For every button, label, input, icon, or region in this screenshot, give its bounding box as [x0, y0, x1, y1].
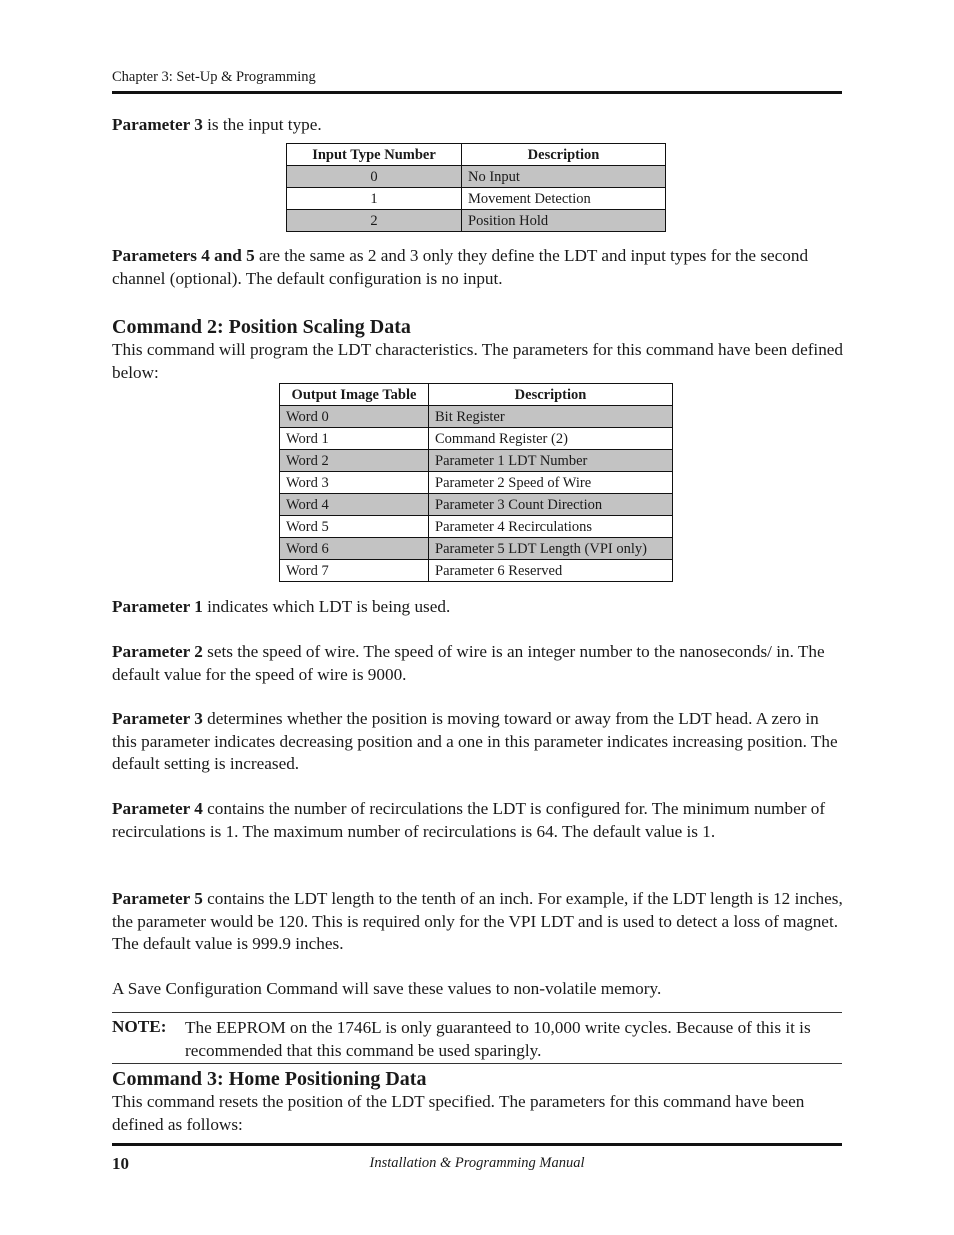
- param-bold: Parameter 4: [112, 799, 203, 818]
- command-2-intro: This command will program the LDT characteristics. The parameters for this command have been defined below:: [112, 340, 844, 382]
- command-2-heading: Command 2: Position Scaling Data: [112, 316, 411, 338]
- header-rule: [112, 91, 842, 94]
- table-cell: Word 5: [280, 516, 429, 538]
- parameter-4-paragraph: [112, 798, 844, 843]
- table-row: [280, 428, 673, 450]
- table-cell: Parameter 2 Speed of Wire: [429, 472, 673, 494]
- intro-bold: Parameter 3: [112, 115, 203, 134]
- table-cell: Word 6: [280, 538, 429, 560]
- table-row: [287, 166, 666, 188]
- footer-manual-title: Installation & Programming Manual: [369, 1155, 585, 1171]
- table-cell: Word 4: [280, 494, 429, 516]
- param-bold: Parameter 3: [112, 709, 203, 728]
- params-4-5-paragraph: [112, 245, 844, 290]
- table-row: [280, 560, 673, 582]
- table-row: [280, 538, 673, 560]
- table-cell: Word 3: [280, 472, 429, 494]
- table-row: [287, 188, 666, 210]
- table-cell: Parameter 3 Count Direction: [429, 494, 673, 516]
- input-type-table: [286, 143, 666, 232]
- table-cell: 2: [287, 210, 462, 232]
- param-text: contains the number of recirculations the LDT is configured for. The minimum number of recirculations is 1. The maximum number of recirculations is 64. The default value is 1.: [112, 799, 826, 841]
- intro-text: is the input type.: [202, 115, 322, 134]
- note-bottom-rule: [112, 1063, 842, 1064]
- table-cell: Parameter 5 LDT Length (VPI only): [429, 538, 673, 560]
- intro-paragraph: [112, 114, 844, 137]
- note-text: The EEPROM on the 1746L is only guaranteed to 10,000 write cycles. Because of this it is recommended that this command be used sparingly.: [185, 1018, 811, 1060]
- table-cell: Word 2: [280, 450, 429, 472]
- table-cell: Command Register (2): [429, 428, 673, 450]
- table-header: Description: [462, 144, 666, 166]
- page-number: 10: [112, 1154, 129, 1173]
- table-cell: Parameter 6 Reserved: [429, 560, 673, 582]
- param-bold: Parameter 1: [112, 597, 203, 616]
- output-image-table: [279, 383, 673, 582]
- table-header: Description: [429, 384, 673, 406]
- table-cell: Word 1: [280, 428, 429, 450]
- table-cell: 0: [287, 166, 462, 188]
- note-label: NOTE:: [112, 1017, 167, 1036]
- table-cell: Parameter 4 Recirculations: [429, 516, 673, 538]
- table-cell: Movement Detection: [462, 188, 666, 210]
- footer-rule: [112, 1143, 842, 1146]
- running-head: Chapter 3: Set-Up & Programming: [112, 69, 316, 85]
- params45-text: are the same as 2 and 3 only they define the LDT and input types for the second channel (optional). The default configuration is no input.: [112, 246, 809, 288]
- parameter-5-paragraph: [112, 888, 844, 956]
- param-bold: Parameter 2: [112, 642, 203, 661]
- parameter-1-paragraph: [112, 596, 844, 619]
- table-row: [280, 494, 673, 516]
- param-bold: Parameter 5: [112, 889, 203, 908]
- table-cell: Word 0: [280, 406, 429, 428]
- table-cell: Parameter 1 LDT Number: [429, 450, 673, 472]
- table-row: [280, 472, 673, 494]
- table-row: [280, 516, 673, 538]
- table-cell: Position Hold: [462, 210, 666, 232]
- table-cell: Bit Register: [429, 406, 673, 428]
- param-text: indicates which LDT is being used.: [202, 597, 451, 616]
- note-top-rule: [112, 1012, 842, 1013]
- table-header: Output Image Table: [280, 384, 429, 406]
- parameter-2-paragraph: [112, 641, 844, 686]
- save-config-paragraph: A Save Configuration Command will save these values to non-volatile memory.: [112, 979, 662, 998]
- table-cell: Word 7: [280, 560, 429, 582]
- param-text: determines whether the position is moving toward or away from the LDT head. A zero in this parameter indicates decreasing position and a one in this parameter indicates increasing position. The default setting is increased.: [112, 709, 838, 773]
- table-cell: 1: [287, 188, 462, 210]
- param-text: sets the speed of wire. The speed of wire is an integer number to the nanoseconds/ in. The default value for the speed of wire is 9000.: [112, 642, 825, 684]
- command-3-intro: This command resets the position of the LDT specified. The parameters for this command have been defined as follows:: [112, 1092, 805, 1134]
- table-row: [287, 210, 666, 232]
- table-row: [280, 406, 673, 428]
- parameter-3-paragraph: [112, 708, 844, 776]
- params45-bold: Parameters 4 and 5: [112, 246, 255, 265]
- table-header: Input Type Number: [287, 144, 462, 166]
- param-text: contains the LDT length to the tenth of an inch. For example, if the LDT length is 12 inches, the parameter would be 120. This is required only for the VPI LDT and is used to detect a loss of magnet. The default value is 999.9 inches.: [112, 889, 843, 953]
- command-3-heading: Command 3: Home Positioning Data: [112, 1068, 427, 1090]
- table-row: [280, 450, 673, 472]
- table-cell: No Input: [462, 166, 666, 188]
